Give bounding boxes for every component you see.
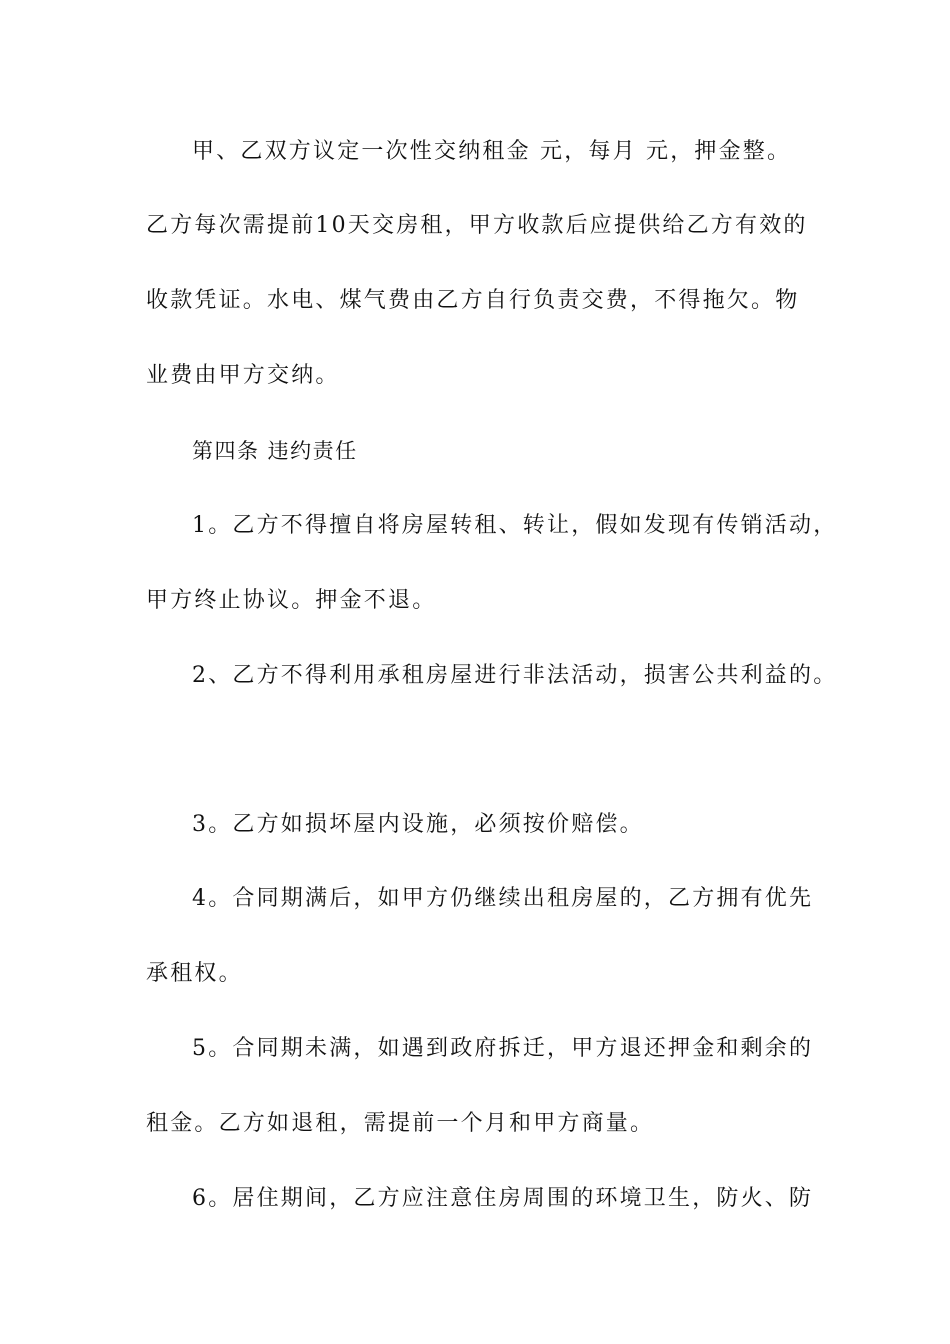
list-item: 5。合同期未满，如遇到政府拆迁，甲方退还押金和剩余的 [192, 1036, 814, 1061]
list-item: 2、乙方不得利用承租房屋进行非法活动，损害公共利益的。 [192, 663, 838, 688]
list-item: 3。乙方如损坏屋内设施，必须按价赔偿。 [192, 812, 644, 837]
paragraph-line: 甲方终止协议。押金不退。 [146, 588, 437, 613]
paragraph-line: 租金。乙方如退租，需提前一个月和甲方商量。 [146, 1111, 655, 1136]
paragraph-line: 承租权。 [146, 961, 243, 986]
list-item: 1。乙方不得擅自将房屋转租、转让，假如发现有传销活动， [192, 513, 838, 538]
section-heading: 第四条 违约责任 [192, 439, 358, 463]
paragraph-line: 业费由甲方交纳。 [146, 363, 340, 388]
list-item: 6。居住期间，乙方应注意住房周围的环境卫生，防火、防 [192, 1186, 814, 1211]
list-item: 4。合同期满后，如甲方仍继续出租房屋的，乙方拥有优先 [192, 886, 814, 911]
paragraph-line: 甲、乙双方议定一次性交纳租金 元，每月 元，押金整。 [192, 139, 792, 164]
paragraph-line: 收款凭证。水电、煤气费由乙方自行负责交费，不得拖欠。物 [146, 288, 800, 313]
paragraph-line: 乙方每次需提前10天交房租，甲方收款后应提供给乙方有效的 [146, 213, 808, 238]
